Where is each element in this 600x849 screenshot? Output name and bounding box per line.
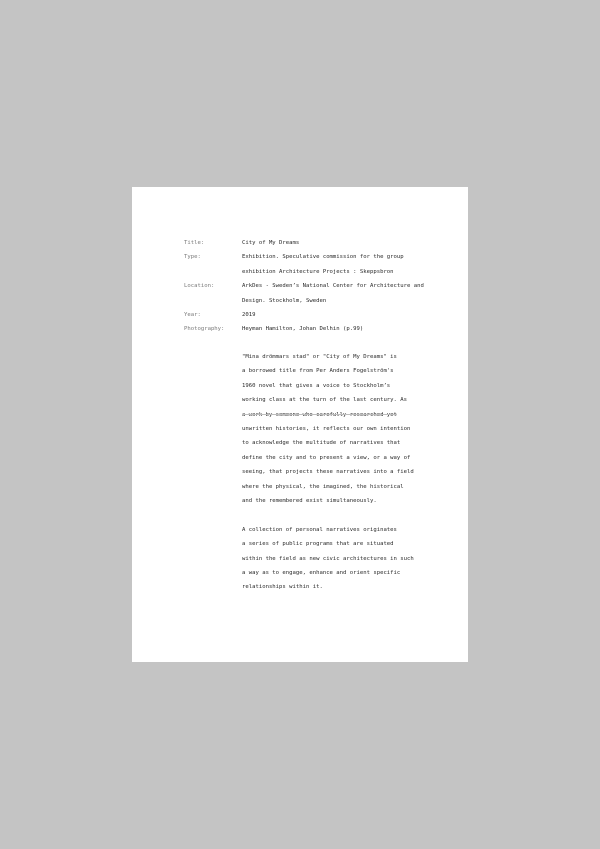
paragraph-line: "Mina drömmars stad" or "City of My Dreams" is — [242, 354, 397, 360]
paragraph-line: a borrowed title from Per Anders Fogelström's — [242, 368, 394, 375]
year-value-line: 2019 — [242, 312, 256, 319]
paragraph-line: define the city and to present a view, or a way of — [242, 454, 411, 461]
title-value-line: City of My Dreams — [242, 240, 300, 246]
meta-row-photography — [184, 322, 454, 336]
title-value — [242, 236, 454, 250]
description-paragraph-2 — [242, 523, 452, 595]
photography-value — [242, 322, 454, 336]
paragraph-line: a series of public programs that are situated — [242, 541, 394, 548]
location-value-line: ArkDes - Sweden’s National Center for Architecture and — [242, 283, 424, 290]
paragraph-line: a way as to engage, enhance and orient specific — [242, 570, 401, 577]
type-label: Type: — [184, 254, 201, 261]
paragraph-line: seeing, that projects these narratives into a field — [242, 469, 414, 476]
type-value-line: Exhibition. Speculative commission for the group — [242, 254, 404, 261]
paragraph-line: where the physical, the imagined, the historical — [242, 483, 404, 490]
type-value — [242, 250, 454, 279]
meta-row-title — [184, 236, 454, 250]
type-value-line: exhibition Architecture Projects : Skeppsbron — [242, 268, 394, 275]
photography-label: Photography: — [184, 326, 225, 333]
project-metadata — [184, 236, 454, 337]
location-value — [242, 279, 454, 308]
paragraph-line-struck: a work by someone who carefully researched yet — [242, 411, 397, 418]
description-paragraph-1 — [242, 350, 452, 508]
photography-value-line: Heyman Hamilton, Johan Delhin (p.99) — [242, 326, 364, 333]
paragraph-line: and the remembered exist simultaneously. — [242, 498, 377, 505]
paragraph-line: unwritten histories, it reflects our own intention — [242, 426, 411, 433]
title-label: Title: — [184, 240, 205, 246]
location-value-line: Design. Stockholm, Sweden — [242, 297, 327, 304]
paragraph-line: 1960 novel that gives a voice to Stockholm’s — [242, 382, 391, 389]
paragraph-line: relationships within it. — [242, 584, 323, 591]
project-description — [242, 350, 452, 609]
paragraph-line: to acknowledge the multitude of narratives that — [242, 440, 401, 447]
paragraph-line: working class at the turn of the last century. As — [242, 397, 408, 404]
meta-row-type — [184, 250, 454, 279]
paragraph-line: A collection of personal narratives originates — [242, 526, 397, 533]
year-value — [242, 308, 454, 322]
year-label: Year: — [184, 312, 201, 319]
meta-row-year — [184, 308, 454, 322]
document-page — [132, 187, 468, 662]
paragraph-line: within the field as new civic architectures in such — [242, 555, 414, 562]
meta-row-location — [184, 279, 454, 308]
location-label: Location: — [184, 283, 215, 290]
